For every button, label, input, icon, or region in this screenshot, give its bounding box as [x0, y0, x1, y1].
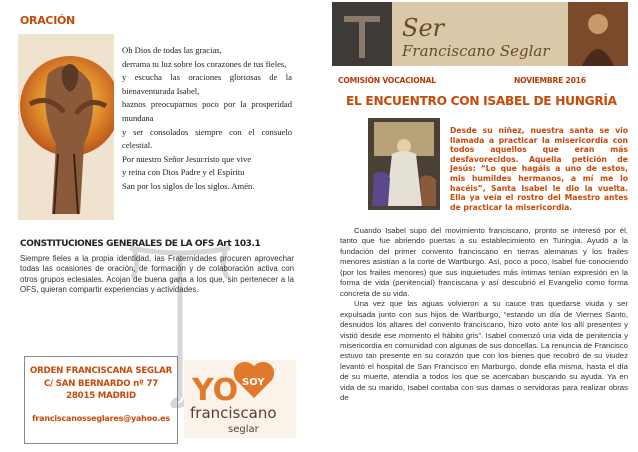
issue-date: NOVIEMBRE 2016: [514, 76, 586, 85]
logo-franciscano: franciscano: [190, 404, 277, 422]
constituciones-title: CONSTITUCIONES GENERALES DE LA OFS Art 103.1: [20, 239, 261, 249]
yo-soy-franciscano-logo: [184, 360, 296, 438]
oracion-title: ORACIÓN: [20, 14, 75, 27]
prayer-line: y escucha las oraciones gloriosas de la bienaventurada Isabel,: [122, 72, 292, 96]
prayer-line: y ser consolados siempre con el consuelo celestial.: [122, 126, 292, 151]
orden-city: 28015 MADRID: [66, 391, 136, 402]
prayer-text: [122, 44, 292, 194]
prayer-line: San por los siglos de los siglos. Amén.: [122, 180, 255, 191]
ser-franciscano-banner: [332, 2, 628, 66]
francis-illustration: [18, 34, 114, 220]
orden-name: ORDEN FRANCISCANA SEGLAR: [30, 366, 172, 376]
prayer-line: Oh Dios de todas las gracias,: [122, 45, 222, 55]
santa-isabel-painting: [368, 118, 440, 210]
article-title: EL ENCUENTRO CON ISABEL DE HUNGRÍA: [346, 94, 617, 108]
comision-label: COMISIÓN VOCACIONAL: [338, 76, 436, 85]
prayer-line: haznos preocuparnos poco por la prosperidad mundana: [122, 99, 292, 123]
right-column: [320, 0, 638, 452]
left-column: [0, 0, 300, 452]
orden-address: C/ SAN BERNARDO nº 77: [43, 378, 159, 389]
logo-seglar: seglar: [228, 424, 259, 435]
logo-soy: SOY: [242, 377, 265, 388]
article-paragraph: Cuando Isabel supo del movimiento franciscano, pronto se interesó por él, tanto que fue abriendo puertas a su establecimiento en Turingia. Ayudó a la fundación del primer convento franciscano en tierras alemanas y los frailes menores asistían a la corte de Wartburgo. Así, poco a poco, Isabel fue conociendo (por los frailes menores) que sus inquietudes más íntimas tenían expresión en la forma de vida (penitencial) franciscana y así descubrió el Evangelio como forma concreta de su vida.: [340, 226, 628, 298]
constituciones-text: Siempre fieles a la propia identidad, las Fraternidades procuren aprovechar todas las ocasiones de oración, de formación y de colaboración activa con otros grupos eclesiales. Acojan de buena gana a los que, sin pertenecer a la OFS, quieran compartir experiencias y actividades.: [20, 254, 294, 295]
article-intro: Desde su niñez, nuestra santa se vio llamada a practicar la misericordia con todos aquellos que eran más desfavorecidos. Aquella petición de Jesús: “Lo que hagáis a uno de estos, mis humildes hermanos, a mí me lo hacéis”, Santa Isabel le dio la vuelta. Ella ya veía el rostro del Maestro antes de practicar la misericordia.: [450, 126, 628, 212]
article-paragraph: Una vez que las aguas volvieron a su cauce tras quedarse viuda y ser expulsada junto con sus hijos de Wartburgo, “estando un día de Viernes Santo, desnudos los altares del convento franciscano, hizo voto ante los allí presentes y vistió desde ese momento el hábito gris”. Isabel comenzó una vida de penitencia y misericordia en comunidad con algunas de sus doncellas. La renuncia de Francisco estuvo tan presente en su corazón que con los bienes que recobró de su viudez levantó el hospital de San Francisco en Marburgo, donde ella misma, hasta el día de su muerte, atendía a todos los que se acercaban buscando su ayuda. Ya en vida de su marido, Isabel contaba con sus damas o servidoras para realizar obras de: [340, 299, 628, 403]
banner-ser: Ser: [402, 14, 445, 42]
contact-box: [24, 356, 178, 444]
contact-email[interactable]: franciscanosseglares@yahoo.es: [32, 413, 170, 423]
prayer-line: derrama tu luz sobre los corazones de tus fieles,: [122, 58, 287, 69]
prayer-line: y reina con Dios Padre y el Espíritu: [122, 167, 245, 178]
prayer-line: Por nuestro Señor Jesucristo que vive: [122, 153, 252, 164]
banner-subtitle: Franciscano Seglar: [402, 42, 550, 60]
article-body: [340, 226, 628, 404]
logo-yo: YO: [192, 373, 239, 408]
